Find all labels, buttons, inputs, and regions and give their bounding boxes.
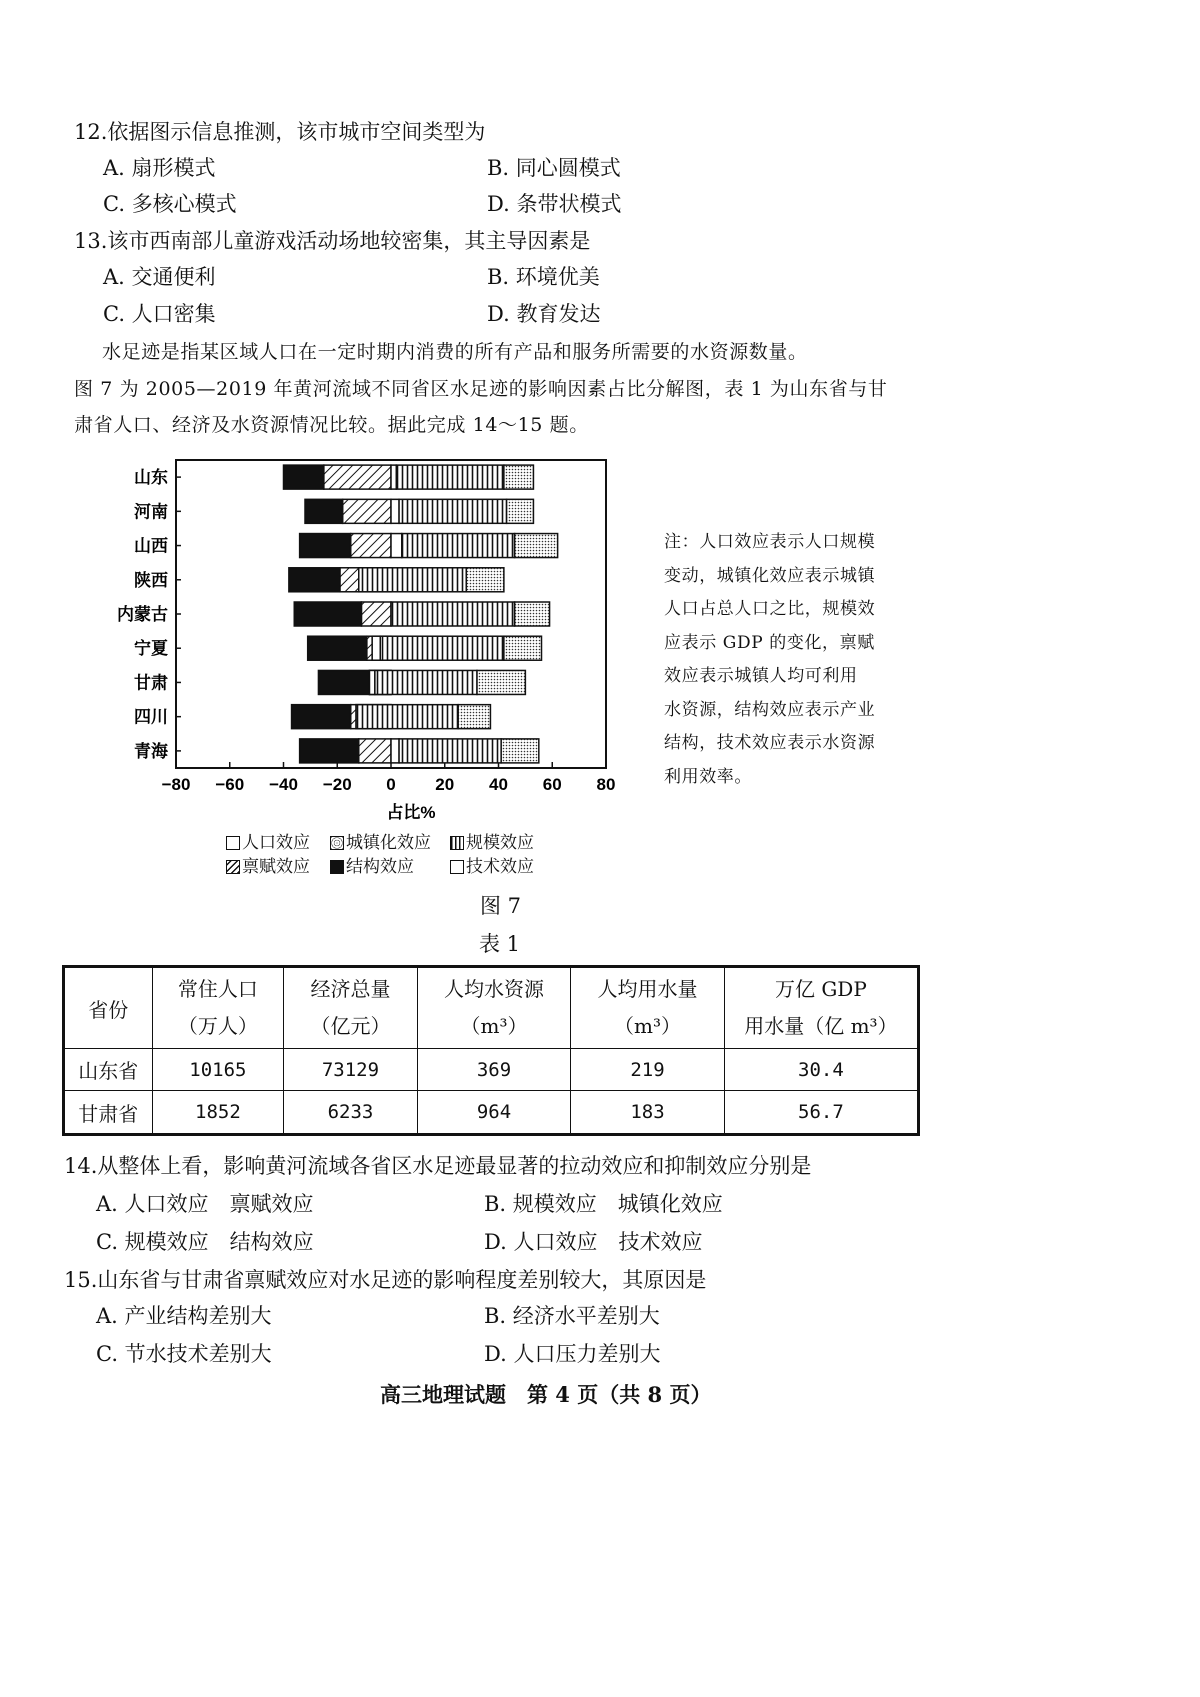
note-line: 利用效率。 bbox=[664, 766, 752, 787]
note-line: 水资源，结构效应表示产业 bbox=[664, 699, 876, 720]
bar-scale bbox=[402, 534, 515, 558]
x-tick-label: 0 bbox=[386, 775, 396, 794]
legend-swatch-structure bbox=[330, 860, 344, 874]
table-cell: 6233 bbox=[284, 1091, 418, 1135]
note-line: 注：人口效应表示人口规模 bbox=[664, 532, 876, 552]
x-tick-label: 60 bbox=[542, 775, 562, 794]
table-cell: 56.7 bbox=[724, 1091, 918, 1135]
bar-population bbox=[391, 499, 399, 523]
note-line: 效应表示城镇人均可利用 bbox=[664, 666, 858, 686]
x-tick-label: 40 bbox=[489, 775, 508, 794]
bar-population bbox=[391, 739, 399, 763]
y-tick-label: 山东 bbox=[134, 468, 168, 489]
bar-urbanization bbox=[458, 705, 490, 729]
bar-urbanization bbox=[507, 499, 534, 523]
bar-structure bbox=[305, 499, 343, 523]
q15-option-d: D. 人口压力差别大 bbox=[484, 1342, 661, 1366]
bar-structure bbox=[300, 534, 351, 558]
y-tick-label: 青海 bbox=[134, 741, 168, 762]
bar-scale bbox=[399, 739, 501, 763]
legend-item-scale bbox=[450, 828, 534, 853]
table-header-cell bbox=[724, 967, 918, 1049]
legend-label-endowment: 禀赋效应 bbox=[242, 857, 310, 877]
x-tick-label: 20 bbox=[435, 775, 455, 794]
bar-urbanization bbox=[515, 602, 550, 626]
table-header-cell bbox=[417, 967, 571, 1049]
y-tick-label: 宁夏 bbox=[134, 639, 168, 660]
bar-urbanization bbox=[515, 534, 558, 558]
legend-item-urbanization bbox=[330, 828, 431, 853]
legend-label-scale: 规模效应 bbox=[466, 833, 534, 853]
x-tick-label: −40 bbox=[269, 775, 298, 794]
header-line: （万人） bbox=[177, 1014, 258, 1038]
q15-option-b: B. 经济水平差别大 bbox=[484, 1304, 660, 1328]
bar-endowment bbox=[361, 602, 391, 626]
table-header-cell bbox=[571, 967, 725, 1049]
x-tick-label: −20 bbox=[322, 775, 352, 794]
bar-structure bbox=[289, 568, 340, 592]
bar-structure bbox=[300, 739, 359, 763]
bar-scale bbox=[391, 602, 515, 626]
header-line: （亿元） bbox=[310, 1014, 391, 1038]
bar-structure bbox=[292, 705, 351, 729]
table-row bbox=[64, 1091, 919, 1135]
legend-swatch-urbanization bbox=[330, 836, 344, 850]
q13-option-a: A. 交通便利 bbox=[103, 265, 216, 289]
x-tick-label: 80 bbox=[596, 775, 616, 794]
bar-urbanization bbox=[504, 465, 534, 489]
chart-note bbox=[664, 526, 904, 794]
header-line: 经济总量 bbox=[310, 977, 391, 1001]
bar-scale bbox=[380, 636, 504, 660]
x-axis-label: 占比% bbox=[386, 803, 436, 822]
table-cell: 10165 bbox=[152, 1049, 284, 1091]
intro-line-1: 水足迹是指某区域人口在一定时期内消费的所有产品和服务所需要的水资源数量。 bbox=[102, 341, 808, 363]
y-tick-label: 甘肃 bbox=[134, 673, 168, 694]
table-header-cell bbox=[284, 967, 418, 1049]
legend-swatch-technology bbox=[450, 860, 464, 874]
bar-population bbox=[370, 670, 375, 694]
table-row bbox=[64, 1049, 919, 1091]
table-cell: 183 bbox=[571, 1091, 725, 1135]
legend-label-technology: 技术效应 bbox=[466, 857, 534, 877]
q14-stem: 14.从整体上看，影响黄河流域各省区水足迹最显著的拉动效应和抑制效应分别是 bbox=[64, 1154, 812, 1178]
q13-option-c: C. 人口密集 bbox=[103, 302, 216, 326]
q12-option-b: B. 同心圆模式 bbox=[487, 156, 621, 180]
header-line: 万亿 GDP bbox=[774, 977, 867, 1001]
intro-line-3: 肃省人口、经济及水资源情况比较。据此完成 14～15 题。 bbox=[74, 414, 589, 436]
y-tick-label: 四川 bbox=[134, 707, 168, 728]
bar-population bbox=[391, 534, 402, 558]
legend-swatch-endowment bbox=[226, 860, 240, 874]
water-footprint-chart bbox=[100, 450, 640, 830]
bar-urbanization bbox=[501, 739, 539, 763]
legend-label-urbanization: 城镇化效应 bbox=[346, 833, 431, 853]
table-header-cell bbox=[152, 967, 284, 1049]
q15-stem: 15.山东省与甘肃省禀赋效应对水足迹的影响程度差别较大，其原因是 bbox=[64, 1268, 707, 1292]
q14-option-c: C. 规模效应 结构效应 bbox=[96, 1230, 314, 1254]
y-tick-label: 内蒙古 bbox=[117, 605, 168, 625]
note-line: 人口占总人口之比，规模效 bbox=[664, 599, 876, 619]
header-line: （m³） bbox=[614, 1014, 682, 1038]
note-line: 变动，城镇化效应表示城镇 bbox=[664, 565, 876, 586]
header-line: 人均水资源 bbox=[444, 977, 544, 1001]
table-header-cell bbox=[64, 967, 153, 1049]
legend-swatch-scale bbox=[450, 836, 464, 850]
legend-swatch-population bbox=[226, 836, 240, 850]
q14-option-b: B. 规模效应 城镇化效应 bbox=[484, 1192, 723, 1216]
y-tick-label: 河南 bbox=[134, 502, 168, 523]
legend-label-structure: 结构效应 bbox=[346, 857, 414, 877]
bar-population bbox=[372, 636, 380, 660]
bar-endowment bbox=[359, 739, 391, 763]
table-cell: 30.4 bbox=[724, 1049, 918, 1091]
legend-label-population: 人口效应 bbox=[242, 833, 310, 853]
bar-structure bbox=[318, 670, 369, 694]
q13-option-b: B. 环境优美 bbox=[487, 265, 600, 289]
bar-urbanization bbox=[466, 568, 504, 592]
q12-option-a: A. 扇形模式 bbox=[103, 156, 216, 180]
note-line: 结构，技术效应表示水资源 bbox=[664, 733, 876, 753]
legend-item-structure bbox=[330, 852, 414, 877]
header-line: 省份 bbox=[88, 997, 129, 1022]
legend-item-population bbox=[226, 828, 310, 853]
table-cell: 73129 bbox=[284, 1049, 418, 1091]
q15-option-c: C. 节水技术差别大 bbox=[96, 1342, 272, 1366]
bar-scale bbox=[375, 670, 477, 694]
table-cell: 甘肃省 bbox=[64, 1091, 153, 1135]
table-caption: 表 1 bbox=[479, 932, 521, 956]
q13-stem: 13.该市西南部儿童游戏活动场地较密集，其主导因素是 bbox=[74, 229, 591, 253]
x-tick-label: −80 bbox=[161, 775, 191, 794]
header-line: 用水量（亿 m³） bbox=[744, 1014, 898, 1038]
table-cell: 山东省 bbox=[64, 1049, 153, 1091]
y-tick-label: 陕西 bbox=[134, 570, 168, 591]
header-line: 人均用水量 bbox=[597, 977, 698, 1001]
bar-scale bbox=[356, 705, 458, 729]
table-header-row bbox=[64, 967, 919, 1049]
q14-option-a: A. 人口效应 禀赋效应 bbox=[96, 1192, 314, 1216]
data-table bbox=[62, 965, 920, 1136]
intro-line-2: 图 7 为 2005—2019 年黄河流域不同省区水足迹的影响因素占比分解图，表 1 为山东省与甘 bbox=[74, 378, 888, 400]
bar-structure bbox=[294, 602, 361, 626]
header-line: 常住人口 bbox=[177, 977, 258, 1001]
table-cell: 219 bbox=[571, 1049, 725, 1091]
bar-endowment bbox=[343, 499, 391, 523]
bar-structure bbox=[284, 465, 324, 489]
note-line: 应表示 GDP 的变化，禀赋 bbox=[664, 632, 875, 653]
table-cell: 1852 bbox=[152, 1091, 284, 1135]
legend-item-endowment bbox=[226, 852, 310, 877]
y-tick-label: 山西 bbox=[134, 536, 168, 557]
bar-population bbox=[391, 465, 396, 489]
bar-scale bbox=[359, 568, 467, 592]
legend-item-technology bbox=[450, 852, 534, 877]
q13-option-d: D. 教育发达 bbox=[487, 302, 601, 326]
table-cell: 369 bbox=[417, 1049, 571, 1091]
q15-option-a: A. 产业结构差别大 bbox=[96, 1304, 272, 1328]
q12-option-d: D. 条带状模式 bbox=[487, 192, 622, 216]
bar-structure bbox=[308, 636, 367, 660]
page-footer: 高三地理试题 第 4 页（共 8 页） bbox=[380, 1382, 712, 1407]
bar-urbanization bbox=[477, 670, 525, 694]
q12-stem: 12.依据图示信息推测，该市城市空间类型为 bbox=[74, 120, 486, 144]
figure-caption: 图 7 bbox=[480, 894, 522, 918]
bar-urbanization bbox=[504, 636, 542, 660]
bar-scale bbox=[399, 499, 507, 523]
q12-option-c: C. 多核心模式 bbox=[103, 192, 237, 216]
bar-endowment bbox=[324, 465, 391, 489]
table-cell: 964 bbox=[417, 1091, 571, 1135]
bar-endowment bbox=[351, 534, 391, 558]
x-tick-label: −60 bbox=[215, 775, 245, 794]
bar-scale bbox=[396, 465, 504, 489]
q14-option-d: D. 人口效应 技术效应 bbox=[484, 1230, 703, 1254]
header-line: （m³） bbox=[460, 1014, 528, 1038]
